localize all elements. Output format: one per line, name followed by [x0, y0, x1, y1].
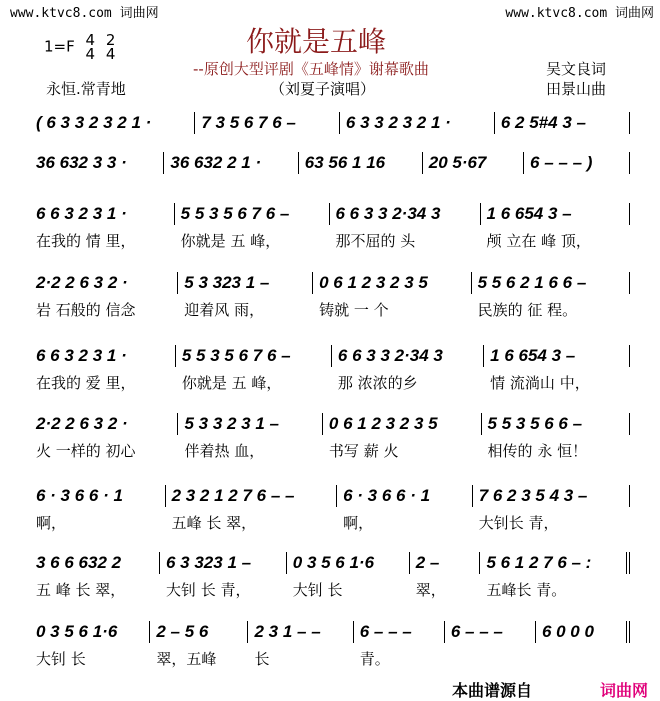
key-signature	[44, 33, 115, 61]
measure-column	[164, 152, 298, 174]
lyric-segment: 迎着风 雨，	[184, 301, 265, 319]
measure: 5 5 6 2 1 6 6 –	[472, 272, 630, 294]
measure-column	[178, 272, 313, 319]
measure: 5 5 3 5 6 6 –	[482, 413, 630, 435]
measure: 36 632 3 3 ·	[30, 152, 164, 174]
measure-column	[480, 552, 630, 599]
notation-row	[30, 552, 630, 599]
measure: 6 – – – )	[524, 152, 630, 174]
measure-column	[472, 272, 630, 319]
measure-column	[313, 272, 471, 319]
lyric-segment: 情 流淌山 中，	[490, 374, 590, 392]
time-top: 4	[85, 31, 96, 49]
site-logo: 词曲网	[600, 681, 649, 700]
measure: 7 6 2 3 5 4 3 –	[473, 485, 630, 507]
lyric-segment: 那 浓浓的乡	[337, 374, 418, 392]
measure-column	[445, 621, 536, 668]
measure: 1 6 654 3 –	[484, 345, 630, 367]
measure-column	[30, 413, 178, 460]
measure-column	[195, 112, 340, 134]
measure-column	[30, 345, 176, 392]
notation-row	[30, 345, 630, 392]
lyric-segment: 大钊 长	[36, 650, 86, 668]
measure-column	[30, 203, 175, 250]
lyric-segment: 五峰长 青。	[486, 581, 567, 599]
lyric-segment: 青。	[359, 650, 390, 668]
measure: 5 3 323 1 –	[178, 272, 313, 294]
measure: 6 2 5#4 3 –	[495, 112, 630, 134]
notation-row	[30, 413, 630, 460]
lyricist: 吴文良词	[546, 60, 607, 78]
measure: 20 5·67	[423, 152, 524, 174]
lyric-segment: 啊，	[343, 514, 374, 532]
measure-column	[30, 112, 195, 134]
notation-row	[30, 203, 630, 250]
song-title: 你就是五峰	[246, 25, 387, 58]
watermark-left: www.ktvc8.com 词曲网	[10, 6, 159, 21]
lyric-segment: 在我的 情 里，	[36, 232, 136, 250]
time-bottom: 4	[105, 45, 116, 63]
measure-column	[30, 552, 160, 599]
measure: ( 6 3 3 2 3 2 1 ·	[30, 112, 195, 134]
measure-column	[410, 552, 481, 599]
lyric-segment: 伴着热 血，	[184, 442, 265, 460]
lyric-segment	[536, 650, 630, 668]
watermark-right: www.ktvc8.com 词曲网	[505, 6, 654, 21]
measure: 2·2 2 6 3 2 ·	[30, 413, 178, 435]
uploader: 永恒.常青地	[46, 80, 126, 98]
lyric-segment: 在我的 爱 里，	[36, 374, 136, 392]
measure: 2 3 1 – –	[248, 621, 353, 643]
measure-column	[299, 152, 423, 174]
measure-column	[495, 112, 630, 134]
measure-column	[30, 152, 164, 174]
measure: 2 3 2 1 2 7 6 – –	[166, 485, 338, 507]
lyric-segment: 大钊 长	[292, 581, 343, 599]
measure-column	[340, 112, 495, 134]
lyric-segment: 铸就 一 个	[319, 301, 389, 319]
measure-column	[332, 345, 484, 392]
lyric-segment: 啊，	[36, 514, 67, 532]
time-top: 2	[105, 31, 116, 49]
lyric-segment: 翠，	[415, 581, 446, 599]
key: 1=F	[44, 37, 75, 56]
measure: 5 6 1 2 7 6 – :	[480, 552, 630, 574]
lyric-segment: 翠，五峰	[156, 650, 217, 668]
measure-column	[323, 413, 482, 460]
measure: 5 5 3 5 6 7 6 –	[176, 345, 332, 367]
measure: 6 3 3 2 3 2 1 ·	[340, 112, 495, 134]
measure-column	[175, 203, 330, 250]
measure: 6 3 323 1 –	[160, 552, 287, 574]
measure: 7 3 5 6 7 6 –	[195, 112, 340, 134]
lyric-segment: 五 峰 长 翠，	[36, 581, 126, 599]
measure: 36 632 2 1 ·	[164, 152, 298, 174]
lyric-segment: 大钊长 青，	[478, 514, 559, 532]
measure: 6 6 3 3 2·34 3	[332, 345, 484, 367]
measure: 63 56 1 16	[299, 152, 423, 174]
measure-column	[536, 621, 630, 668]
measure-column	[484, 345, 630, 392]
measure-column	[482, 413, 630, 460]
measure-column	[473, 485, 630, 532]
lyric-segment: 长	[254, 650, 270, 668]
subtitle: --原创大型评剧《五峰情》谢幕歌曲	[193, 60, 429, 78]
measure: 6 6 3 2 3 1 ·	[30, 203, 175, 225]
notation-row	[30, 621, 630, 668]
measure-column	[423, 152, 524, 174]
measure-column	[330, 203, 481, 250]
measure-column	[287, 552, 410, 599]
lyric-segment: 岩 石般的 信念	[36, 301, 136, 319]
measure: 0 3 5 6 1·6	[287, 552, 410, 574]
measure-column	[178, 413, 322, 460]
time-signature-2	[106, 33, 116, 61]
measure: 1 6 654 3 –	[481, 203, 630, 225]
time-signature-1	[86, 33, 96, 61]
measure-column	[166, 485, 338, 532]
measure: 2 – 5 6	[150, 621, 248, 643]
notation-row	[30, 485, 630, 532]
measure: 0 6 1 2 3 2 3 5	[323, 413, 482, 435]
source-label: 本曲谱源自	[452, 681, 533, 700]
measure: 6 – – –	[354, 621, 445, 643]
measure-column	[30, 272, 178, 319]
measure: 5 3 3 2 3 1 –	[178, 413, 322, 435]
measure: 6 – – –	[445, 621, 536, 643]
lyric-segment: 五峰 长 翠，	[171, 514, 257, 532]
measure: 6 6 3 3 2·34 3	[330, 203, 481, 225]
measure: 0 3 5 6 1·6	[30, 621, 150, 643]
measure: 6 · 3 6 6 · 1	[337, 485, 473, 507]
measure-column	[150, 621, 248, 668]
lyric-segment: 民族的 征 程。	[477, 301, 578, 319]
measure: 3 6 6 632 2	[30, 552, 160, 574]
measure-column	[248, 621, 353, 668]
lyric-segment	[445, 650, 536, 668]
lyric-segment: 相传的 永 恒！	[487, 442, 588, 460]
measure-column	[30, 485, 166, 532]
measure-column	[30, 621, 150, 668]
measure: 6 6 3 2 3 1 ·	[30, 345, 176, 367]
measure: 6 0 0 0	[536, 621, 630, 643]
composer: 田景山曲	[546, 80, 607, 98]
lyric-segment: 那不屈的 头	[335, 232, 416, 250]
measure: 5 5 3 5 6 7 6 –	[175, 203, 330, 225]
lyric-segment: 大钊 长 青，	[166, 581, 251, 599]
lyric-segment: 你就是 五 峰，	[180, 232, 281, 250]
measure-column	[524, 152, 630, 174]
measure-column	[337, 485, 473, 532]
notation-row	[30, 152, 630, 174]
measure: 2 –	[410, 552, 481, 574]
notation-row	[30, 112, 630, 134]
lyric-segment: 书写 薪 火	[328, 442, 399, 460]
notation-row	[30, 272, 630, 319]
lyric-segment: 你就是 五 峰，	[181, 374, 282, 392]
lyric-segment: 颅 立在 峰 顶，	[486, 232, 591, 250]
measure: 0 6 1 2 3 2 3 5	[313, 272, 471, 294]
time-bottom: 4	[85, 45, 96, 63]
lyric-segment: 火 一样的 初心	[36, 442, 136, 460]
measure: 2·2 2 6 3 2 ·	[30, 272, 178, 294]
measure: 6 · 3 6 6 · 1	[30, 485, 166, 507]
measure-column	[481, 203, 630, 250]
measure-column	[160, 552, 287, 599]
measure-column	[176, 345, 332, 392]
performer: （刘夏子演唱）	[270, 80, 376, 98]
measure-column	[354, 621, 445, 668]
